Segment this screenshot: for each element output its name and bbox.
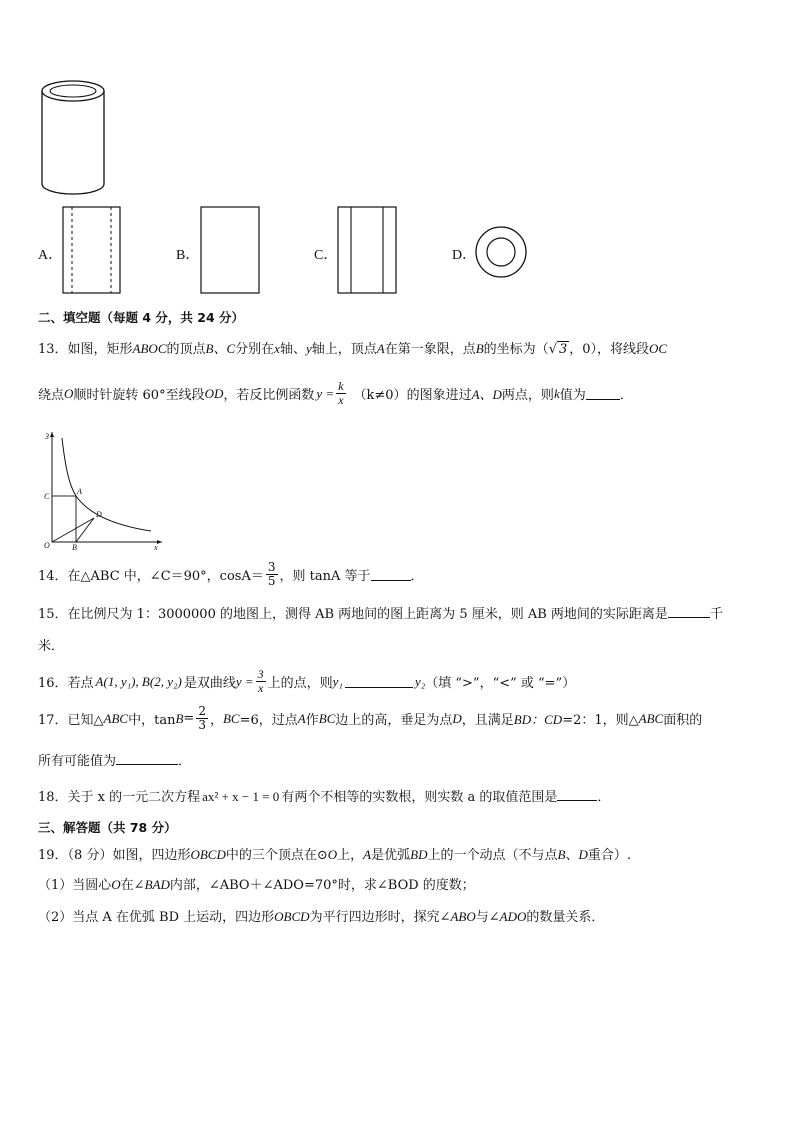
question-15-line-1: 15．在比例尺为 1：3000000 的地图上，测得 AB 两地间的图上距离为 5 厘米，则 AB 两地间的实际距离是 千	[38, 607, 723, 622]
point-b-label: B	[72, 543, 77, 552]
option-d-figure[interactable]	[474, 225, 530, 281]
question-16: 16．若点 A(1, y₁), B(2, y₂) 是双曲线 y = $\frac{3}{x}$ 上的点，则 y₁ y₂ （填 “>”，“<” 或 “=”）	[38, 667, 576, 695]
option-b-label[interactable]: B．	[176, 248, 200, 263]
question-18: 18．关于 x 的一元二次方程 ax² + x − 1 = 0 有两个不相等的实数根，则实数 a 的取值范围是 ．	[38, 789, 611, 805]
question-19-part-1: （1）当圆心O在∠BAD内部，∠ABO＋∠ADO=70°时，求∠BOD 的度数；	[38, 877, 475, 893]
q13-graph	[38, 428, 168, 552]
option-d-label[interactable]: D．	[452, 248, 477, 263]
point-d-label: D	[96, 510, 102, 519]
question-15-line-2: 米．	[38, 639, 65, 654]
cylinder-figure	[34, 78, 114, 198]
q16-answer-blank[interactable]	[345, 675, 413, 688]
point-c-label: C	[44, 492, 50, 501]
question-19-stem: 19．（8 分）如图，四边形OBCD中的三个顶点在⊙O上，A是优弧BD上的一个动点（不与点B、D重合）.	[38, 847, 631, 863]
point-a-label: A	[77, 487, 82, 496]
question-17-line-2: 所有可能值为 ．	[38, 754, 192, 769]
option-b-figure[interactable]	[200, 206, 262, 296]
q18-answer-blank[interactable]	[557, 788, 597, 801]
x-axis-label: x	[154, 543, 158, 552]
option-a-label[interactable]: A．	[38, 248, 63, 263]
question-13-line-1: 13．如图，矩形ABOC的顶点B、C分别在x轴、y轴上，顶点A在第一象限，点B的坐标为（√ 3 ，0），将线段OC	[38, 341, 668, 357]
section-2-title: 二、填空题（每题 4 分，共 24 分）	[38, 310, 245, 325]
option-c-label[interactable]: C．	[314, 248, 338, 263]
question-17-line-1: 17．已知△ ABC 中，tan B = $\frac{2}{3}$ ， BC =6，过点 A 作 BC 边上的高，垂足为点 D ，且满足 BD：CD =2：1，则△ ABC 面积的	[38, 704, 703, 732]
question-19-part-2: （2）当点 A 在优弧 BD 上运动，四边形OBCD为平行四边形时，探究∠ABO与∠ADO的数量关系．	[38, 909, 605, 925]
q13-answer-blank[interactable]	[586, 387, 620, 400]
origin-label: O	[44, 541, 50, 550]
q15-answer-blank[interactable]	[668, 605, 710, 618]
y-tick-label: 3	[45, 432, 49, 441]
section-3-title: 三、解答题（共 78 分）	[38, 820, 177, 835]
q14-answer-blank[interactable]	[371, 568, 411, 581]
option-a-figure[interactable]	[62, 206, 122, 296]
question-13-line-2: 绕点 O 顺时针旋转 60°至线段 OD ，若反比例函数 y = $\frac{k}{x}$ （k≠0） 的图象进过 A、D 两点，则 k 值为 ．	[38, 379, 633, 407]
question-14: 14．在△ABC 中，∠C＝90°，cosA＝ $\frac{3}{5}$ ，则 tanA 等于 ．	[38, 560, 424, 588]
q17-answer-blank[interactable]	[116, 752, 178, 765]
option-c-figure[interactable]	[337, 206, 399, 296]
